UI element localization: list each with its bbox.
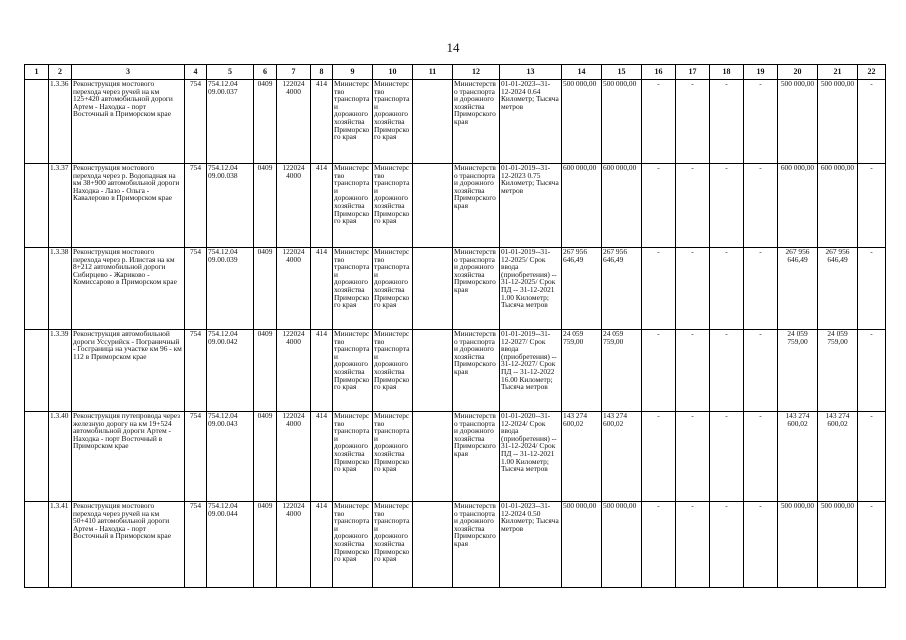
amount-21: 600 000,00 xyxy=(818,164,858,248)
project-name: Реконструкция мостового перехода через ручей на км 125+420 автомобильной дороги Артем - Находка - порт Восточный в Приморском крае xyxy=(72,80,185,164)
code-5: 754.12.04 09.00.044 xyxy=(207,502,254,588)
customer: Министерство транспорта и дорожного хозяйства Приморского края xyxy=(333,412,373,502)
recipient: Министерство транспорта и дорожного хозяйства Приморского края xyxy=(453,412,500,502)
amount-20: 143 274 600,02 xyxy=(778,412,818,502)
developer: Министерство транспорта и дорожного хозяйства Приморского края xyxy=(373,330,413,412)
amount-15: 24 059 759,00 xyxy=(602,330,642,412)
row-number: 1.3.41 xyxy=(49,502,72,588)
code-5: 754.12.04 09.00.042 xyxy=(207,330,254,412)
col-18: - xyxy=(710,412,744,502)
column-header-9: 9 xyxy=(333,65,373,80)
code-4: 754 xyxy=(185,502,207,588)
section-code: 0409 xyxy=(254,80,277,164)
row-marker xyxy=(25,330,49,412)
code-5: 754.12.04 09.00.038 xyxy=(207,164,254,248)
developer: Министерство транспорта и дорожного хозяйства Приморского края xyxy=(373,80,413,164)
section-code: 0409 xyxy=(254,248,277,330)
col-17: - xyxy=(676,80,710,164)
col-17: - xyxy=(676,330,710,412)
column-header-18: 18 xyxy=(710,65,744,80)
row-marker xyxy=(25,80,49,164)
column-header-20: 20 xyxy=(778,65,818,80)
project-name: Реконструкция мостового перехода через р. Илистая на км 8+212 автомобильной дороги Сибирцево - Жариково - Комиссарово в Приморском крае xyxy=(72,248,185,330)
col-19: - xyxy=(744,412,778,502)
column-header-11: 11 xyxy=(413,65,453,80)
col-11 xyxy=(413,164,453,248)
column-header-3: 3 xyxy=(72,65,185,80)
col-11 xyxy=(413,330,453,412)
col-19: - xyxy=(744,248,778,330)
col-16: - xyxy=(642,330,676,412)
term-capacity: 01-01-2020--31-12-2024/ Срок ввода (приобретения) -- 31-12-2024/ Срок ПД -- 31-12-2021 1.00 Километр; Тысяча метров xyxy=(500,412,562,502)
column-header-21: 21 xyxy=(818,65,858,80)
amount-15: 143 274 600,02 xyxy=(602,412,642,502)
term-capacity: 01-01-2023--31-12-2024 0.64 Километр; Тысяча метров xyxy=(500,80,562,164)
type-code: 414 xyxy=(311,502,333,588)
col-16: - xyxy=(642,80,676,164)
amount-15: 500 000,00 xyxy=(602,80,642,164)
row-number: 1.3.38 xyxy=(49,248,72,330)
section-code: 0409 xyxy=(254,502,277,588)
column-header-12: 12 xyxy=(453,65,500,80)
type-code: 414 xyxy=(311,412,333,502)
page-number: 14 xyxy=(446,40,460,55)
col-18: - xyxy=(710,164,744,248)
col-11 xyxy=(413,248,453,330)
code-5: 754.12.04 09.00.043 xyxy=(207,412,254,502)
code-4: 754 xyxy=(185,248,207,330)
col-11 xyxy=(413,80,453,164)
customer: Министерство транспорта и дорожного хозяйства Приморского края xyxy=(333,80,373,164)
col-16: - xyxy=(642,248,676,330)
recipient: Министерство транспорта и дорожного хозяйства Приморского края xyxy=(453,164,500,248)
col-16: - xyxy=(642,502,676,588)
col-22: - xyxy=(858,80,886,164)
table-row xyxy=(25,502,886,588)
budget-table xyxy=(24,64,886,588)
type-code: 414 xyxy=(311,330,333,412)
recipient: Министерство транспорта и дорожного хозяйства Приморского края xyxy=(453,248,500,330)
col-18: - xyxy=(710,502,744,588)
amount-21: 143 274 600,02 xyxy=(818,412,858,502)
amount-21: 500 000,00 xyxy=(818,80,858,164)
col-17: - xyxy=(676,502,710,588)
col-22: - xyxy=(858,502,886,588)
amount-14: 267 956 646,49 xyxy=(562,248,602,330)
amount-20: 500 000,00 xyxy=(778,80,818,164)
col-17: - xyxy=(676,248,710,330)
project-name: Реконструкция автомобильной дороги Уссурийск - Пограничный - Госграница на участке км 96 - км 112 в Приморском крае xyxy=(72,330,185,412)
section-code: 0409 xyxy=(254,164,277,248)
column-header-13: 13 xyxy=(500,65,562,80)
code-4: 754 xyxy=(185,412,207,502)
term-capacity: 01-01-2023--31-12-2024 0.50 Километр; Тысяча метров xyxy=(500,502,562,588)
project-name: Реконструкция путепровода через железную дорогу на км 19+524 автомобильной дороги Артем - Находка - порт Восточный в Приморском крае xyxy=(72,412,185,502)
project-name: Реконструкция мостового перехода через ручей на км 50+410 автомобильной дороги Артем - Находка - порт Восточный в Приморском крае xyxy=(72,502,185,588)
code-5: 754.12.04 09.00.039 xyxy=(207,248,254,330)
row-marker xyxy=(25,248,49,330)
customer: Министерство транспорта и дорожного хозяйства Приморского края xyxy=(333,164,373,248)
column-header-6: 6 xyxy=(254,65,277,80)
recipient: Министерство транспорта и дорожного хозяйства Приморского края xyxy=(453,80,500,164)
customer: Министерство транспорта и дорожного хозяйства Приморского края xyxy=(333,502,373,588)
amount-14: 500 000,00 xyxy=(562,502,602,588)
column-header-5: 5 xyxy=(207,65,254,80)
col-18: - xyxy=(710,80,744,164)
recipient: Министерство транспорта и дорожного хозяйства Приморского края xyxy=(453,330,500,412)
developer: Министерство транспорта и дорожного хозяйства Приморского края xyxy=(373,502,413,588)
col-11 xyxy=(413,412,453,502)
col-22: - xyxy=(858,330,886,412)
row-number: 1.3.40 xyxy=(49,412,72,502)
column-header-10: 10 xyxy=(373,65,413,80)
col-11 xyxy=(413,502,453,588)
customer: Министерство транспорта и дорожного хозяйства Приморского края xyxy=(333,248,373,330)
table-row xyxy=(25,248,886,330)
row-number: 1.3.37 xyxy=(49,164,72,248)
header-row xyxy=(25,65,886,80)
col-18: - xyxy=(710,330,744,412)
target-code: 122024 4000 xyxy=(277,502,311,588)
section-code: 0409 xyxy=(254,330,277,412)
amount-21: 267 956 646,49 xyxy=(818,248,858,330)
code-4: 754 xyxy=(185,80,207,164)
type-code: 414 xyxy=(311,80,333,164)
target-code: 122024 4000 xyxy=(277,330,311,412)
amount-14: 143 274 600,02 xyxy=(562,412,602,502)
column-header-19: 19 xyxy=(744,65,778,80)
amount-14: 24 059 759,00 xyxy=(562,330,602,412)
column-header-17: 17 xyxy=(676,65,710,80)
col-22: - xyxy=(858,248,886,330)
section-code: 0409 xyxy=(254,412,277,502)
col-17: - xyxy=(676,412,710,502)
developer: Министерство транспорта и дорожного хозяйства Приморского края xyxy=(373,412,413,502)
row-number: 1.3.36 xyxy=(49,80,72,164)
row-number: 1.3.39 xyxy=(49,330,72,412)
col-16: - xyxy=(642,412,676,502)
project-name: Реконструкция мостового перехода через р. Водопадная на км 38+900 автомобильной дороги Находка - Лазо - Ольга - Кавалерово в Приморском крае xyxy=(72,164,185,248)
table-row xyxy=(25,330,886,412)
target-code: 122024 4000 xyxy=(277,80,311,164)
amount-14: 600 000,00 xyxy=(562,164,602,248)
col-22: - xyxy=(858,164,886,248)
column-header-8: 8 xyxy=(311,65,333,80)
col-19: - xyxy=(744,502,778,588)
target-code: 122024 4000 xyxy=(277,164,311,248)
amount-21: 500 000,00 xyxy=(818,502,858,588)
type-code: 414 xyxy=(311,248,333,330)
developer: Министерство транспорта и дорожного хозяйства Приморского края xyxy=(373,248,413,330)
term-capacity: 01-01-2019--31-12-2027/ Срок ввода (приобретения) -- 31-12-2027/ Срок ПД -- 31-12-2022 16.00 Километр; Тысяча метров xyxy=(500,330,562,412)
col-19: - xyxy=(744,330,778,412)
column-header-16: 16 xyxy=(642,65,676,80)
col-19: - xyxy=(744,80,778,164)
amount-15: 600 000,00 xyxy=(602,164,642,248)
col-18: - xyxy=(710,248,744,330)
amount-20: 24 059 759,00 xyxy=(778,330,818,412)
amount-20: 500 000,00 xyxy=(778,502,818,588)
column-header-7: 7 xyxy=(277,65,311,80)
developer: Министерство транспорта и дорожного хозяйства Приморского края xyxy=(373,164,413,248)
col-19: - xyxy=(744,164,778,248)
table-row xyxy=(25,164,886,248)
table-row xyxy=(25,412,886,502)
column-header-4: 4 xyxy=(185,65,207,80)
recipient: Министерство транспорта и дорожного хозяйства Приморского края xyxy=(453,502,500,588)
amount-20: 267 956 646,49 xyxy=(778,248,818,330)
col-16: - xyxy=(642,164,676,248)
column-header-15: 15 xyxy=(602,65,642,80)
customer: Министерство транспорта и дорожного хозяйства Приморского края xyxy=(333,330,373,412)
amount-21: 24 059 759,00 xyxy=(818,330,858,412)
target-code: 122024 4000 xyxy=(277,412,311,502)
row-marker xyxy=(25,502,49,588)
amount-20: 600 000,00 xyxy=(778,164,818,248)
type-code: 414 xyxy=(311,164,333,248)
amount-14: 500 000,00 xyxy=(562,80,602,164)
column-header-22: 22 xyxy=(858,65,886,80)
col-17: - xyxy=(676,164,710,248)
term-capacity: 01-01-2019--31-12-2025/ Срок ввода (приобретения) -- 31-12-2025/ Срок ПД -- 31-12-2021 1.00 Километр; Тысяча метров xyxy=(500,248,562,330)
row-marker xyxy=(25,412,49,502)
table-row xyxy=(25,80,886,164)
term-capacity: 01-01-2019--31-12-2023 0.75 Километр; Тысяча метров xyxy=(500,164,562,248)
target-code: 122024 4000 xyxy=(277,248,311,330)
amount-15: 500 000,00 xyxy=(602,502,642,588)
column-header-2: 2 xyxy=(49,65,72,80)
code-5: 754.12.04 09.00.037 xyxy=(207,80,254,164)
col-22: - xyxy=(858,412,886,502)
table-body xyxy=(25,80,886,588)
amount-15: 267 956 646,49 xyxy=(602,248,642,330)
column-header-14: 14 xyxy=(562,65,602,80)
code-4: 754 xyxy=(185,330,207,412)
code-4: 754 xyxy=(185,164,207,248)
column-header-1: 1 xyxy=(25,65,49,80)
row-marker xyxy=(25,164,49,248)
table-header xyxy=(25,65,886,80)
